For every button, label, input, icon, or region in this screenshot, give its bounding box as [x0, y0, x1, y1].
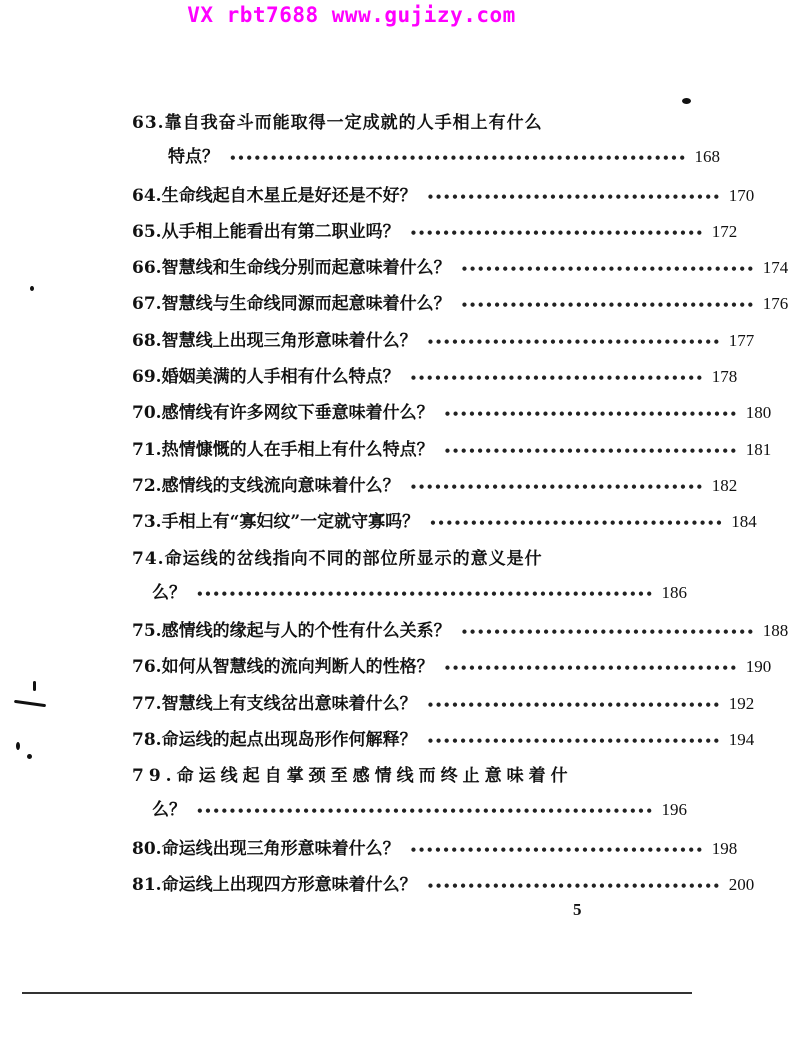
toc-entry-page: 186: [661, 582, 688, 602]
dot-leader: ••••••••••••••••••••••••••••••••••••: [460, 298, 755, 313]
dot-leader: ••••••••••••••••••••••••••••••••••••: [443, 661, 738, 676]
toc-entry-63[interactable]: [132, 106, 721, 179]
toc-entry-title: 80.命运线出现三角形意味着什么？: [132, 838, 400, 859]
dot-leader: ••••••••••••••••••••••••••••••••••••: [409, 371, 704, 386]
dot-leader: ••••••••••••••••••••••••••••••••••••: [426, 734, 721, 749]
toc-entry-title-line1: 74.命运线的岔线指向不同的部位所显示的意义是什: [132, 548, 543, 569]
toc-entry-page: 177: [728, 330, 755, 350]
dot-leader: ••••••••••••••••••••••••••••••••••••••••••••••••••••••••: [196, 586, 654, 601]
scan-speck: [30, 286, 34, 291]
toc-entry-page: 180: [745, 403, 772, 423]
scan-speck: [33, 681, 36, 691]
dot-leader: ••••••••••••••••••••••••••••••••••••: [460, 262, 755, 277]
toc-entry-page: 198: [711, 838, 738, 858]
toc-entry-title: 66.智慧线和生命线分别而起意味着什么？: [132, 258, 451, 279]
toc-entry-68[interactable]: [132, 324, 755, 360]
toc-entry-title-line2: 特点？: [168, 147, 219, 167]
toc-entry-title-line2: 么？: [152, 800, 186, 821]
toc-entry-76[interactable]: [132, 650, 772, 686]
dot-leader: ••••••••••••••••••••••••••••••••••••: [409, 842, 704, 857]
dot-leader: ••••••••••••••••••••••••••••••••••••••••••••••••••••••••: [196, 804, 654, 819]
toc-entry-page: 181: [745, 439, 772, 459]
scan-speck: [14, 700, 46, 707]
toc-entry-66[interactable]: [132, 251, 788, 287]
toc-entry-title: 76.如何从智慧线的流向判断人的性格？: [132, 657, 434, 678]
toc-entry-81[interactable]: [132, 868, 755, 904]
table-of-contents: [132, 106, 788, 905]
dot-leader: ••••••••••••••••••••••••••••••••••••: [443, 407, 738, 422]
toc-entry-72[interactable]: [132, 469, 738, 505]
toc-entry-title-line1: 79.命运线起自掌颈至感情线而终止意味着什: [132, 766, 573, 787]
toc-entry-73[interactable]: [132, 505, 757, 541]
toc-entry-title: 67.智慧线与生命线同源而起意味着什么？: [132, 294, 451, 315]
toc-entry-title: 65.从手相上能看出有第二职业吗？: [132, 221, 400, 242]
toc-entry-title-line2: 么？: [152, 582, 186, 603]
toc-entry-page: 176: [762, 294, 788, 314]
toc-entry-64[interactable]: [132, 179, 755, 215]
toc-entry-title: 69.婚姻美满的人手相有什么特点？: [132, 367, 400, 388]
dot-leader: ••••••••••••••••••••••••••••••••••••: [426, 189, 721, 204]
dot-leader: ••••••••••••••••••••••••••••••••••••: [429, 516, 724, 531]
watermark-text: VX rbt7688 www.gujizy.com: [187, 3, 516, 27]
toc-entry-title: 64.生命线起自木星丘是好还是不好？: [132, 185, 417, 206]
scan-speck: [27, 754, 32, 759]
dot-leader: ••••••••••••••••••••••••••••••••••••: [426, 697, 721, 712]
toc-entry-page: 194: [728, 730, 755, 750]
toc-entry-title: 70.感情线有许多网纹下垂意味着什么？: [132, 403, 434, 424]
dot-leader: ••••••••••••••••••••••••••••••••••••••••••••••••••••••••: [229, 151, 687, 165]
toc-entry-78[interactable]: [132, 723, 755, 759]
toc-entry-page: 178: [711, 367, 738, 387]
toc-entry-80[interactable]: [132, 832, 738, 868]
toc-entry-title: 81.命运线上出现四方形意味着什么？: [132, 875, 417, 896]
toc-entry-69[interactable]: [132, 360, 738, 396]
toc-entry-title-line1: 63.靠自我奋斗而能取得一定成就的人手相上有什么: [132, 113, 543, 133]
dot-leader: ••••••••••••••••••••••••••••••••••••: [426, 334, 721, 349]
toc-entry-74[interactable]: [132, 542, 688, 615]
scan-speck: [682, 98, 691, 104]
bottom-rule: [22, 992, 692, 994]
dot-leader: ••••••••••••••••••••••••••••••••••••: [409, 225, 704, 240]
toc-entry-title: 68.智慧线上出现三角形意味着什么？: [132, 330, 417, 351]
toc-entry-page: 196: [661, 800, 688, 820]
toc-entry-page: 168: [694, 147, 721, 166]
toc-entry-page: 192: [728, 693, 755, 713]
scan-speck: [16, 742, 20, 750]
toc-entry-page: 188: [762, 621, 788, 641]
toc-entry-70[interactable]: [132, 396, 772, 432]
dot-leader: ••••••••••••••••••••••••••••••••••••: [460, 625, 755, 640]
toc-entry-page: 182: [711, 475, 738, 495]
toc-entry-title: 71.热情慷慨的人在手相上有什么特点？: [132, 439, 434, 460]
toc-entry-75[interactable]: [132, 614, 788, 650]
toc-entry-page: 184: [731, 512, 757, 532]
toc-entry-page: 200: [728, 875, 755, 895]
toc-entry-page: 190: [745, 657, 772, 677]
page-number: 5: [573, 900, 582, 919]
toc-entry-71[interactable]: [132, 433, 772, 469]
toc-entry-77[interactable]: [132, 687, 755, 723]
dot-leader: ••••••••••••••••••••••••••••••••••••: [443, 443, 738, 458]
toc-entry-title: 73.手相上有“寡妇纹”一定就守寡吗？: [132, 512, 420, 533]
toc-entry-page: 172: [711, 221, 738, 241]
toc-entry-page: 174: [762, 258, 788, 278]
toc-entry-title: 75.感情线的缘起与人的个性有什么关系？: [132, 621, 451, 642]
dot-leader: ••••••••••••••••••••••••••••••••••••: [426, 879, 721, 894]
toc-entry-67[interactable]: [132, 287, 788, 323]
toc-entry-title: 72.感情线的支线流向意味着什么？: [132, 475, 400, 496]
toc-entry-page: 170: [728, 185, 755, 205]
toc-entry-65[interactable]: [132, 215, 738, 251]
toc-entry-79[interactable]: [132, 759, 688, 832]
toc-entry-title: 78.命运线的起点出现岛形作何解释？: [132, 730, 417, 751]
dot-leader: ••••••••••••••••••••••••••••••••••••: [409, 479, 704, 494]
toc-entry-title: 77.智慧线上有支线岔出意味着什么？: [132, 693, 417, 714]
